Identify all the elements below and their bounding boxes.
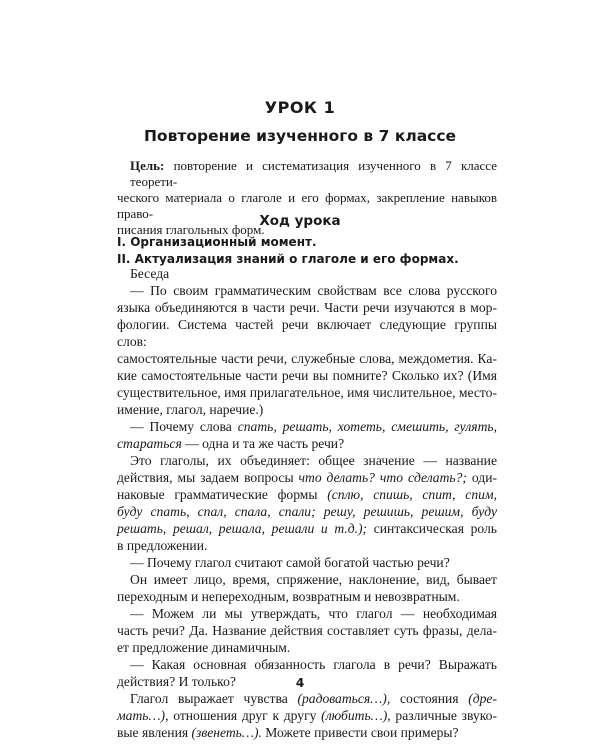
text-line: Глагол выражает чувства (радоваться…), состояния (дре- <box>130 691 497 706</box>
text-line: решать, решал, решала, решали и т.д.); синтаксическая роль <box>117 521 498 536</box>
section-heading-2: II. Актуализация знаний о глаголе и его формах. <box>117 252 459 266</box>
text-line: — Какая основная обязанность глагола в речи? Выражать <box>130 657 497 672</box>
text-line: в предложении. <box>117 538 208 553</box>
text-line: часть речи? Да. Название действия составляет суть фразы, дела- <box>117 623 497 638</box>
text-line: Он имеет лицо, время, спряжение, наклонение, вид, бывает <box>130 572 497 587</box>
text-line: мать…), отношения друг к другу (любить…), различные звуко- <box>117 708 497 723</box>
lesson-title: Повторение изученного в 7 классе <box>143 127 457 145</box>
text-line: переходным и непереходным, возвратным и невозвратным. <box>117 589 460 604</box>
text-line: действия, мы задаем вопросы что делать? что сделать?; оди- <box>117 470 497 485</box>
page-number: 4 <box>295 676 305 690</box>
goal-line: Цель: повторение и систематизация изученного в 7 классе теорети- <box>130 158 497 189</box>
text-line: Это глаголы, их объединяет: общее значение — название <box>130 453 497 468</box>
text-line: наковые грамматические формы (сплю, спишь, спит, спим, <box>117 487 497 502</box>
lesson-number: УРОК 1 <box>264 98 336 117</box>
text-line: языка объединяются в части речи. Части речи изучаются в мор- <box>117 300 497 315</box>
goal-label: Цель: <box>130 158 165 173</box>
text-line: ет предложение динамичным. <box>117 640 291 655</box>
text-line: — Почему слова спать, решать, хотеть, смешить, гулять, <box>130 419 497 434</box>
text-line: действия? И только? <box>117 674 236 689</box>
goal-line: писания глагольных форм. <box>117 222 265 237</box>
section-heading-1: I. Организационный момент. <box>117 235 317 249</box>
goal-line: ческого материала о глаголе и его формах, закрепление навыков право- <box>117 190 497 221</box>
text-line: — По своим грамматическим свойствам все слова русского <box>130 283 497 298</box>
text-line: Беседа <box>130 266 170 281</box>
text-line: самостоятельные части речи, служебные слова, междометия. Ка- <box>117 351 497 366</box>
text-line: вые явления (звенеть…). Можете привести свои примеры? <box>117 725 459 740</box>
text-line: — Почему глагол считают самой богатой частью речи? <box>130 555 450 570</box>
text-line: — Можем ли мы утверждать, что глагол — необходимая <box>130 606 497 621</box>
text-line: имение, глагол, наречие.) <box>117 402 264 417</box>
lesson-body <box>117 265 497 741</box>
course-heading: Ход урока <box>259 213 341 229</box>
text-line: стараться — одна и та же часть речи? <box>117 436 345 451</box>
text-line: кие самостоятельные части речи вы помните? Сколько их? (Имя <box>117 368 497 383</box>
text-line: фологии. Система частей речи включает следующие группы слов: <box>117 317 497 349</box>
text-line: буду спать, спал, спала, спали; решу, решишь, решим, буду <box>117 504 497 519</box>
text-line: существительное, имя прилагательное, имя числительное, место- <box>117 385 498 400</box>
